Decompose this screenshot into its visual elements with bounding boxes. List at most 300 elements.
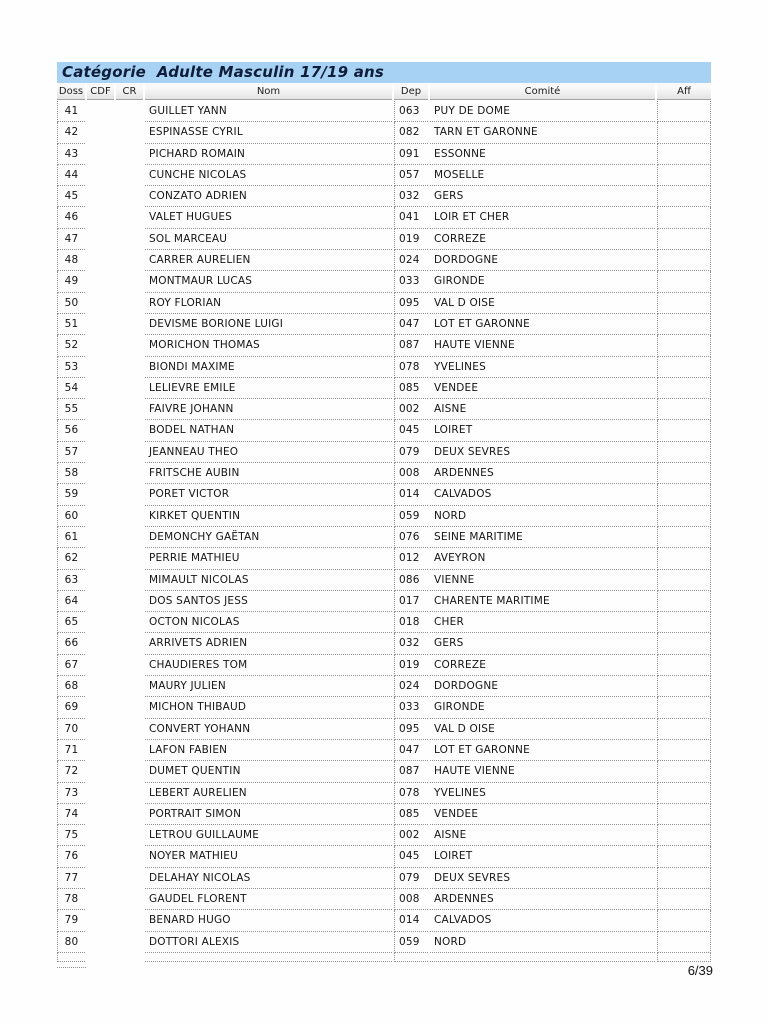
cell-nom: DOS SANTOS JESS: [145, 591, 392, 612]
cell-cr: [116, 846, 143, 867]
cell-cr: [116, 932, 143, 953]
table-row: [57, 357, 711, 378]
cell-doss: 65: [57, 612, 85, 633]
cell-comite: DEUX SEVRES: [430, 868, 655, 889]
column-header-nom: Nom: [145, 84, 392, 100]
table-body: [57, 101, 711, 962]
cell-cdf: [87, 825, 114, 846]
cell-doss: 54: [57, 378, 85, 399]
cell-cr: [116, 633, 143, 654]
cell-aff: [657, 101, 711, 122]
cell-doss: 47: [57, 229, 85, 250]
cell-aff: [657, 846, 711, 867]
cell-doss: 45: [57, 186, 85, 207]
cell-nom: CARRER AURELIEN: [145, 250, 392, 271]
cell-doss: 57: [57, 442, 85, 463]
cell-aff: [657, 719, 711, 740]
cell-doss: 76: [57, 846, 85, 867]
cell-cdf: [87, 101, 114, 122]
cell-cdf: [87, 165, 114, 186]
cell-doss: 75: [57, 825, 85, 846]
cell-aff: [657, 399, 711, 420]
table-row: [57, 463, 711, 484]
cell-dep: 041: [394, 207, 428, 228]
cell-cdf: [87, 484, 114, 505]
cell-cr: [116, 527, 143, 548]
cell-comite: LOT ET GARONNE: [430, 740, 655, 761]
cell-aff: [657, 165, 711, 186]
cell-nom: PICHARD ROMAIN: [145, 144, 392, 165]
table-row: [57, 378, 711, 399]
cell-nom: DELAHAY NICOLAS: [145, 868, 392, 889]
cell-doss: 72: [57, 761, 85, 782]
cell-comite: GIRONDE: [430, 271, 655, 292]
cell-doss: 58: [57, 463, 85, 484]
cell-doss: 80: [57, 932, 85, 953]
table-row: [57, 719, 711, 740]
cell-cdf: [87, 932, 114, 953]
cell-cr: [116, 868, 143, 889]
table-row: [57, 783, 711, 804]
table-row: [57, 250, 711, 271]
cell-cr: [116, 612, 143, 633]
cell-aff: [657, 527, 711, 548]
cell-cdf: [87, 676, 114, 697]
cell-cdf: [87, 527, 114, 548]
cell-nom: LAFON FABIEN: [145, 740, 392, 761]
table-row: [57, 846, 711, 867]
table-row: [57, 144, 711, 165]
cell-cr: [116, 655, 143, 676]
cell-cr: [116, 399, 143, 420]
cell-nom: CONVERT YOHANN: [145, 719, 392, 740]
table-row: [57, 314, 711, 335]
column-header-dep: Dep: [394, 84, 428, 100]
cell-cr: [116, 101, 143, 122]
cell-cr: [116, 442, 143, 463]
cell-cr: [116, 484, 143, 505]
cell-dep: 087: [394, 335, 428, 356]
cell-cr: [116, 229, 143, 250]
cell-cr: [116, 420, 143, 441]
table-row: [57, 207, 711, 228]
cell-doss: 63: [57, 570, 85, 591]
cell-nom: [145, 953, 392, 962]
cell-aff: [657, 910, 711, 931]
table-row: [57, 804, 711, 825]
cell-aff: [657, 293, 711, 314]
cell-dep: 095: [394, 293, 428, 314]
cell-cdf: [87, 378, 114, 399]
cell-nom: FRITSCHE AUBIN: [145, 463, 392, 484]
page-number: 6/39: [687, 963, 713, 978]
cell-cr: [116, 506, 143, 527]
table-row: [57, 633, 711, 654]
cell-cdf: [87, 761, 114, 782]
cell-cdf: [87, 335, 114, 356]
table-row: [57, 548, 711, 569]
cell-cdf: [87, 144, 114, 165]
cell-nom: DUMET QUENTIN: [145, 761, 392, 782]
cell-nom: GUILLET YANN: [145, 101, 392, 122]
table-row: [57, 271, 711, 292]
cell-nom: VALET HUGUES: [145, 207, 392, 228]
cell-doss: 52: [57, 335, 85, 356]
cell-cr: [116, 357, 143, 378]
column-header-comite: Comité: [430, 84, 655, 100]
cell-dep: 024: [394, 250, 428, 271]
cell-comite: VAL D OISE: [430, 293, 655, 314]
cell-comite: AISNE: [430, 825, 655, 846]
cell-cr: [116, 740, 143, 761]
cell-cdf: [87, 506, 114, 527]
cell-doss: 55: [57, 399, 85, 420]
cell-aff: [657, 271, 711, 292]
cell-cr: [116, 591, 143, 612]
cell-doss: 77: [57, 868, 85, 889]
cell-comite: GERS: [430, 633, 655, 654]
table-row: [57, 676, 711, 697]
cell-nom: FAIVRE JOHANN: [145, 399, 392, 420]
cell-doss: 42: [57, 122, 85, 143]
cell-comite: CALVADOS: [430, 484, 655, 505]
cell-aff: [657, 932, 711, 953]
cell-comite: NORD: [430, 506, 655, 527]
cell-aff: [657, 378, 711, 399]
cell-cdf: [87, 697, 114, 718]
cell-aff: [657, 357, 711, 378]
cell-comite: AVEYRON: [430, 548, 655, 569]
cell-comite: YVELINES: [430, 357, 655, 378]
cell-cr: [116, 719, 143, 740]
cell-aff: [657, 804, 711, 825]
table-row: [57, 229, 711, 250]
cell-cdf: [87, 463, 114, 484]
cell-cr: [116, 953, 143, 962]
cell-cdf: [87, 633, 114, 654]
cell-comite: CHARENTE MARITIME: [430, 591, 655, 612]
cell-comite: LOIR ET CHER: [430, 207, 655, 228]
cell-comite: ESSONNE: [430, 144, 655, 165]
cell-nom: DEMONCHY GAËTAN: [145, 527, 392, 548]
cell-aff: [657, 889, 711, 910]
table-row: [57, 761, 711, 782]
cell-cdf: [87, 953, 114, 962]
cell-cr: [116, 271, 143, 292]
cell-cdf: [87, 122, 114, 143]
cell-cr: [116, 910, 143, 931]
cell-aff: [657, 250, 711, 271]
cell-cr: [116, 804, 143, 825]
table-header-row: [57, 84, 711, 100]
cell-cdf: [87, 399, 114, 420]
cell-comite: ARDENNES: [430, 889, 655, 910]
cell-cr: [116, 548, 143, 569]
cell-dep: 019: [394, 655, 428, 676]
cell-cr: [116, 676, 143, 697]
cell-comite: LOIRET: [430, 846, 655, 867]
cell-dep: [394, 953, 428, 962]
cell-dep: 008: [394, 463, 428, 484]
cell-cdf: [87, 207, 114, 228]
cell-nom: MONTMAUR LUCAS: [145, 271, 392, 292]
table-row: [57, 186, 711, 207]
cell-aff: [657, 229, 711, 250]
cell-cdf: [87, 655, 114, 676]
cell-doss: 66: [57, 633, 85, 654]
table-row: [57, 399, 711, 420]
cell-doss: 56: [57, 420, 85, 441]
cell-cdf: [87, 804, 114, 825]
cell-aff: [657, 676, 711, 697]
cell-comite: CORREZE: [430, 655, 655, 676]
cell-doss: 79: [57, 910, 85, 931]
cell-comite: LOT ET GARONNE: [430, 314, 655, 335]
cell-comite: HAUTE VIENNE: [430, 335, 655, 356]
cell-nom: CONZATO ADRIEN: [145, 186, 392, 207]
cell-cr: [116, 335, 143, 356]
cell-cr: [116, 122, 143, 143]
cell-nom: ARRIVETS ADRIEN: [145, 633, 392, 654]
cell-doss: 60: [57, 506, 85, 527]
cell-doss: 62: [57, 548, 85, 569]
table-row: [57, 442, 711, 463]
cell-dep: 019: [394, 229, 428, 250]
cell-cdf: [87, 570, 114, 591]
cell-comite: MOSELLE: [430, 165, 655, 186]
cell-dep: 079: [394, 442, 428, 463]
cell-aff: [657, 506, 711, 527]
table-row: [57, 165, 711, 186]
cell-nom: BENARD HUGO: [145, 910, 392, 931]
cell-dep: 014: [394, 484, 428, 505]
table-row: [57, 335, 711, 356]
cell-cr: [116, 186, 143, 207]
table-row: [57, 293, 711, 314]
cell-aff: [657, 144, 711, 165]
cell-aff: [657, 953, 711, 962]
cell-dep: 059: [394, 506, 428, 527]
table-row: [57, 484, 711, 505]
cell-aff: [657, 314, 711, 335]
cell-dep: 091: [394, 144, 428, 165]
cell-nom: BIONDI MAXIME: [145, 357, 392, 378]
cell-aff: [657, 655, 711, 676]
cell-aff: [657, 335, 711, 356]
cell-nom: LEBERT AURELIEN: [145, 783, 392, 804]
cell-cdf: [87, 250, 114, 271]
cell-cr: [116, 463, 143, 484]
cell-dep: 082: [394, 122, 428, 143]
cell-comite: ARDENNES: [430, 463, 655, 484]
cell-nom: LETROU GUILLAUME: [145, 825, 392, 846]
column-header-cr: CR: [116, 84, 143, 100]
cell-aff: [657, 484, 711, 505]
cell-doss: 71: [57, 740, 85, 761]
cell-comite: NORD: [430, 932, 655, 953]
cell-comite: [430, 953, 655, 962]
cell-dep: 033: [394, 697, 428, 718]
cell-comite: CHER: [430, 612, 655, 633]
cell-cdf: [87, 783, 114, 804]
cell-doss: 48: [57, 250, 85, 271]
cell-dep: 047: [394, 314, 428, 335]
cell-dep: 087: [394, 761, 428, 782]
table-row: [57, 612, 711, 633]
cell-comite: DORDOGNE: [430, 250, 655, 271]
cell-cdf: [87, 271, 114, 292]
cell-cr: [116, 378, 143, 399]
cell-aff: [657, 697, 711, 718]
cell-dep: 079: [394, 868, 428, 889]
cell-nom: NOYER MATHIEU: [145, 846, 392, 867]
table-row: [57, 101, 711, 122]
cell-cr: [116, 165, 143, 186]
cell-comite: SEINE MARITIME: [430, 527, 655, 548]
cell-doss: 43: [57, 144, 85, 165]
cell-cdf: [87, 420, 114, 441]
cell-comite: GIRONDE: [430, 697, 655, 718]
doss-column-tail-border: [57, 967, 86, 968]
cell-dep: 047: [394, 740, 428, 761]
cell-nom: MORICHON THOMAS: [145, 335, 392, 356]
cell-cdf: [87, 229, 114, 250]
cell-cr: [116, 761, 143, 782]
cell-aff: [657, 868, 711, 889]
cell-comite: VAL D OISE: [430, 719, 655, 740]
cell-doss: 59: [57, 484, 85, 505]
cell-cdf: [87, 719, 114, 740]
table-row: [57, 868, 711, 889]
cell-cdf: [87, 548, 114, 569]
cell-cdf: [87, 910, 114, 931]
column-header-cdf: CDF: [87, 84, 114, 100]
category-title: Catégorie Adulte Masculin 17/19 ans: [57, 62, 711, 83]
cell-doss: 61: [57, 527, 85, 548]
cell-comite: DEUX SEVRES: [430, 442, 655, 463]
cell-doss: 67: [57, 655, 85, 676]
cell-nom: LELIEVRE EMILE: [145, 378, 392, 399]
cell-doss: 50: [57, 293, 85, 314]
table-row: [57, 591, 711, 612]
cell-nom: CHAUDIERES TOM: [145, 655, 392, 676]
cell-cdf: [87, 442, 114, 463]
cell-aff: [657, 633, 711, 654]
cell-nom: ROY FLORIAN: [145, 293, 392, 314]
cell-aff: [657, 122, 711, 143]
cell-dep: 018: [394, 612, 428, 633]
cell-dep: 095: [394, 719, 428, 740]
table-row: [57, 953, 711, 962]
column-header-aff: Aff: [657, 84, 711, 100]
cell-dep: 078: [394, 357, 428, 378]
cell-doss: 64: [57, 591, 85, 612]
cell-dep: 024: [394, 676, 428, 697]
cell-aff: [657, 570, 711, 591]
cell-cdf: [87, 293, 114, 314]
cell-comite: YVELINES: [430, 783, 655, 804]
cell-aff: [657, 463, 711, 484]
cell-nom: DEVISME BORIONE LUIGI: [145, 314, 392, 335]
cell-dep: 002: [394, 825, 428, 846]
cell-comite: PUY DE DOME: [430, 101, 655, 122]
cell-doss: 70: [57, 719, 85, 740]
cell-dep: 002: [394, 399, 428, 420]
cell-comite: VIENNE: [430, 570, 655, 591]
cell-doss: [57, 953, 85, 962]
cell-dep: 085: [394, 378, 428, 399]
cell-cr: [116, 293, 143, 314]
cell-doss: 68: [57, 676, 85, 697]
table-row: [57, 825, 711, 846]
cell-nom: PORET VICTOR: [145, 484, 392, 505]
cell-aff: [657, 420, 711, 441]
table-row: [57, 932, 711, 953]
cell-dep: 012: [394, 548, 428, 569]
cell-aff: [657, 761, 711, 782]
cell-comite: AISNE: [430, 399, 655, 420]
cell-aff: [657, 740, 711, 761]
cell-cdf: [87, 186, 114, 207]
cell-dep: 063: [394, 101, 428, 122]
cell-doss: 73: [57, 783, 85, 804]
cell-aff: [657, 548, 711, 569]
cell-aff: [657, 207, 711, 228]
cell-dep: 045: [394, 846, 428, 867]
cell-nom: MICHON THIBAUD: [145, 697, 392, 718]
table-row: [57, 910, 711, 931]
cell-cdf: [87, 357, 114, 378]
cell-nom: SOL MARCEAU: [145, 229, 392, 250]
cell-nom: KIRKET QUENTIN: [145, 506, 392, 527]
cell-doss: 41: [57, 101, 85, 122]
cell-nom: GAUDEL FLORENT: [145, 889, 392, 910]
cell-nom: ESPINASSE CYRIL: [145, 122, 392, 143]
cell-dep: 032: [394, 633, 428, 654]
table-row: [57, 506, 711, 527]
cell-cdf: [87, 591, 114, 612]
cell-dep: 057: [394, 165, 428, 186]
cell-cr: [116, 570, 143, 591]
cell-aff: [657, 825, 711, 846]
table-row: [57, 122, 711, 143]
cell-cr: [116, 314, 143, 335]
table-row: [57, 889, 711, 910]
cell-comite: DORDOGNE: [430, 676, 655, 697]
cell-dep: 059: [394, 932, 428, 953]
cell-dep: 076: [394, 527, 428, 548]
cell-aff: [657, 783, 711, 804]
cell-cr: [116, 889, 143, 910]
cell-nom: MIMAULT NICOLAS: [145, 570, 392, 591]
cell-cdf: [87, 612, 114, 633]
cell-nom: OCTON NICOLAS: [145, 612, 392, 633]
cell-dep: 017: [394, 591, 428, 612]
cell-nom: CUNCHE NICOLAS: [145, 165, 392, 186]
cell-cr: [116, 825, 143, 846]
table-row: [57, 697, 711, 718]
cell-doss: 53: [57, 357, 85, 378]
cell-nom: PERRIE MATHIEU: [145, 548, 392, 569]
cell-comite: VENDEE: [430, 804, 655, 825]
cell-cdf: [87, 846, 114, 867]
cell-cr: [116, 250, 143, 271]
cell-comite: GERS: [430, 186, 655, 207]
cell-comite: HAUTE VIENNE: [430, 761, 655, 782]
cell-nom: BODEL NATHAN: [145, 420, 392, 441]
cell-cdf: [87, 889, 114, 910]
cell-dep: 032: [394, 186, 428, 207]
